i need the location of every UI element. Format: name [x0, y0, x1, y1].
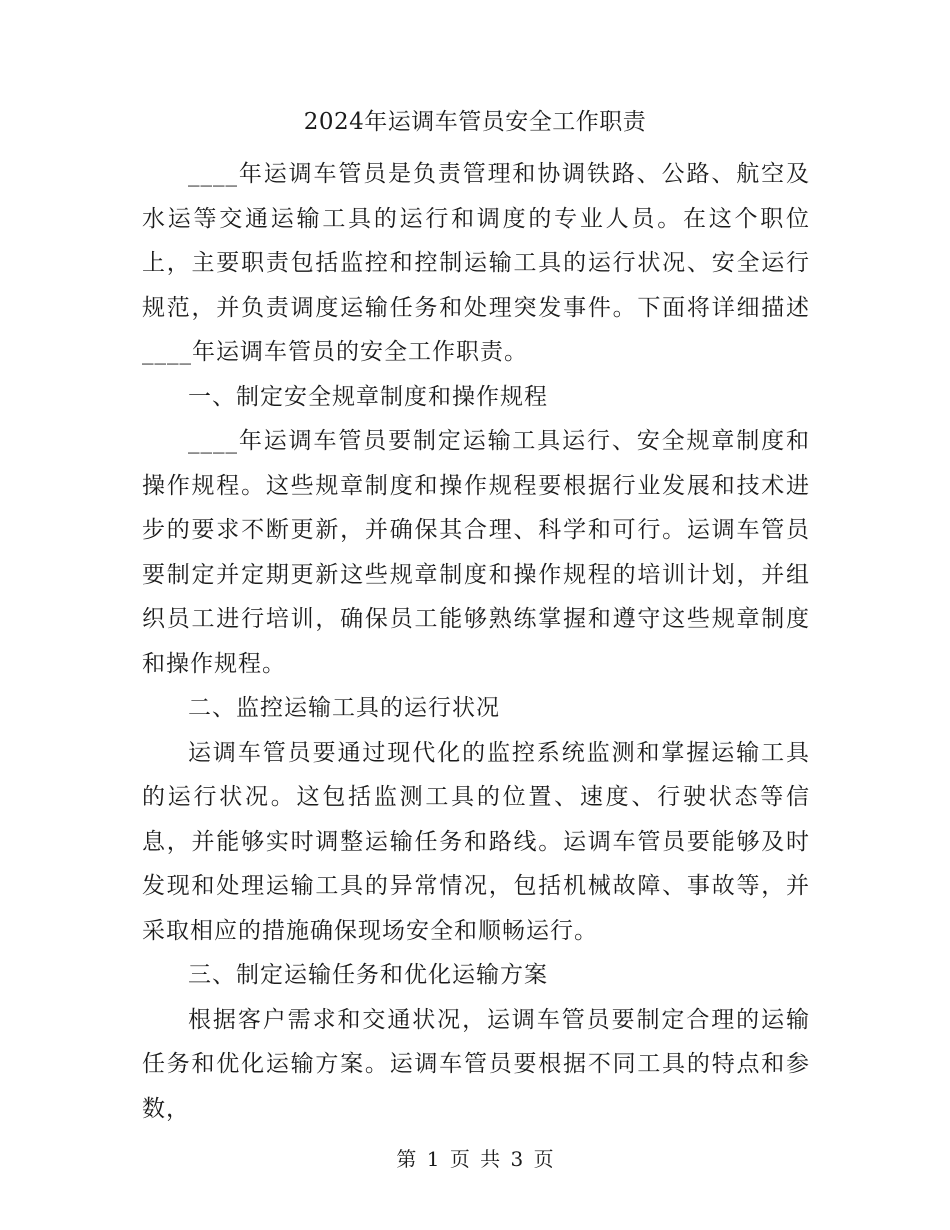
section-heading-2: 二、监控运输工具的运行状况: [188, 695, 500, 721]
document-body: [142, 152, 810, 1131]
paragraph-section-1: ____年运调车管员要制定运输工具运行、安全规章制度和操作规程。这些规章制度和操作规程要根据行业发展和技术进步的要求不断更新，并确保其合理、科学和可行。运调车管员要制定并定期更新这些规章制度和操作规程的培训计划，并组织员工进行培训，确保员工能够熟练掌握和遵守这些规章制度和操作规程。: [142, 428, 810, 677]
page-footer: 第 1 页 共 3 页: [396, 1147, 554, 1171]
section-heading-3: 三、制定运输任务和优化运输方案: [188, 962, 548, 988]
paragraph-section-3: 根据客户需求和交通状况，运调车管员要制定合理的运输任务和优化运输方案。运调车管员要根据不同工具的特点和参数，: [142, 1006, 810, 1122]
document-title: 2024年运调车管员安全工作职责: [303, 109, 647, 135]
section-heading-1: 一、制定安全规章制度和操作规程: [188, 383, 548, 410]
paragraph-section-2: 运调车管员要通过现代化的监控系统监测和掌握运输工具的运行状况。这包括监测工具的位置、速度、行驶状态等信息，并能够实时调整运输任务和路线。运调车管员要能够及时发现和处理运输工具的异常情况，包括机械故障、事故等，并采取相应的措施确保现场安全和顺畅运行。: [142, 739, 810, 944]
paragraph-intro: ____年运调车管员是负责管理和协调铁路、公路、航空及水运等交通运输工具的运行和调度的专业人员。在这个职位上，主要职责包括监控和控制运输工具的运行状况、安全运行规范，并负责调度运输任务和处理突发事件。下面将详细描述____年运调车管员的安全工作职责。: [142, 161, 810, 365]
